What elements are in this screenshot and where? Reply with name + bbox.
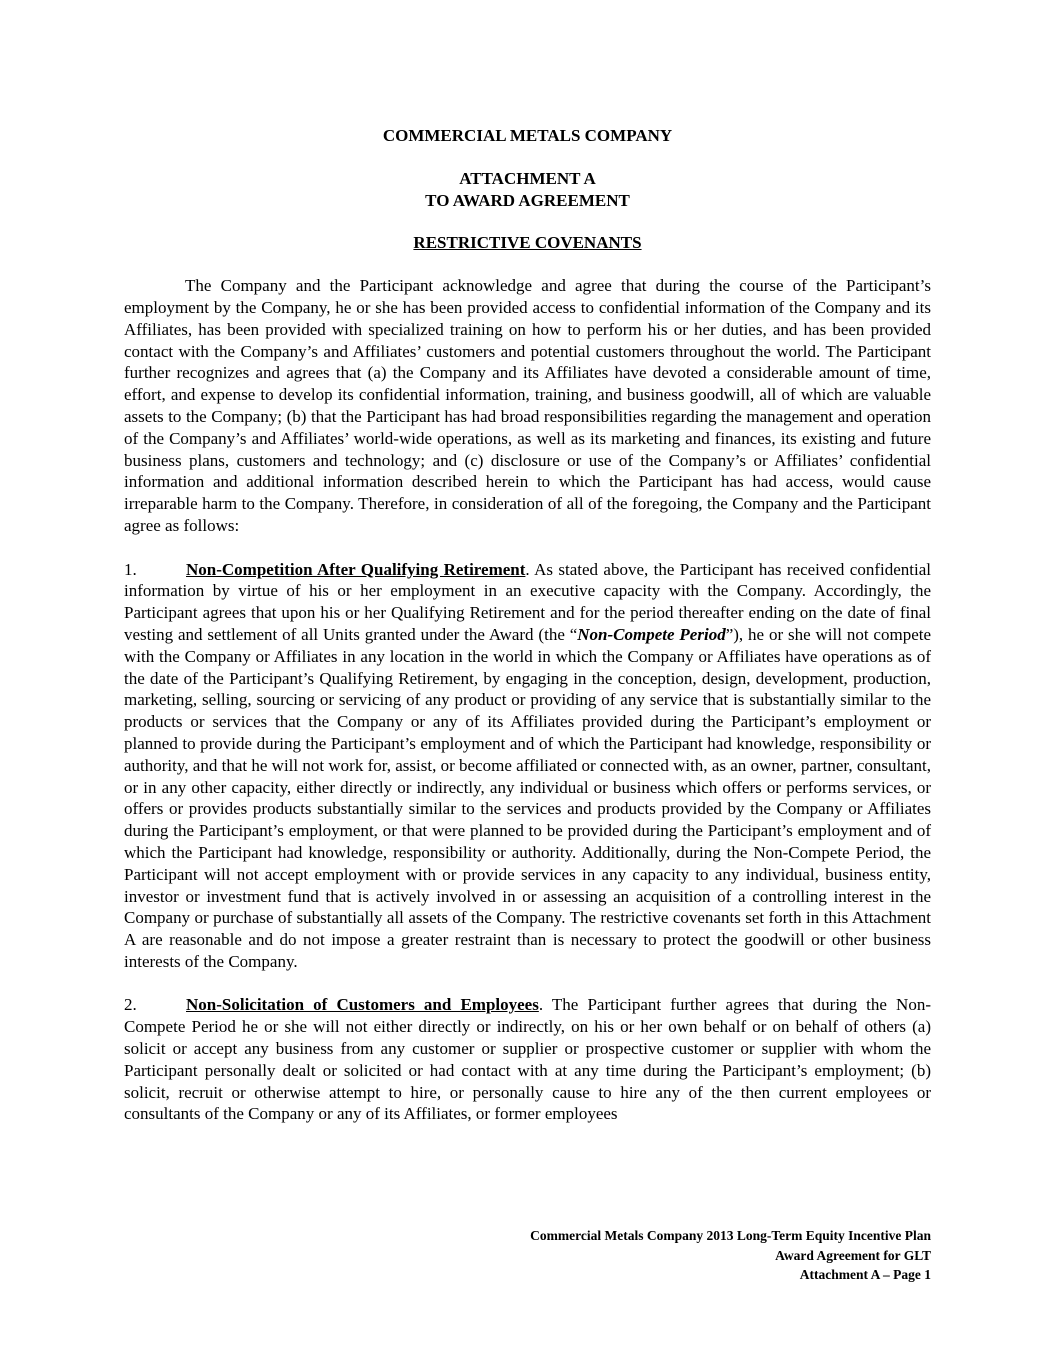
footer-page-number: Attachment A – Page 1 xyxy=(799,1267,931,1282)
company-heading: COMMERCIAL METALS COMPANY xyxy=(382,126,673,145)
section-1-text-a: . As stated above, the Participant has received confidential information by virtue of his or her employment in an executive capacity with the Company. Accordingly, the Participant agrees that upon his or her Qualifying Retirement and for the period thereafter ending on the date of final vesting and settlement of all Units granted under the Award (the “ xyxy=(124,559,931,644)
footer-plan-name: Commercial Metals Company 2013 Long-Term Equity Incentive Plan xyxy=(530,1228,931,1243)
section-2-heading: Non-Solicitation of Customers and Employees xyxy=(186,995,539,1015)
defined-term-non-compete-period: Non-Compete Period xyxy=(577,624,726,644)
attachment-heading-line1: ATTACHMENT A xyxy=(459,168,596,188)
document-page xyxy=(124,125,931,1147)
section-1-number: 1. xyxy=(124,559,137,579)
section-1-heading: Non-Competition After Qualifying Retirement xyxy=(186,559,526,579)
section-2-paragraph xyxy=(124,994,931,1125)
page-footer xyxy=(530,1226,931,1285)
section-2-number: 2. xyxy=(124,995,137,1015)
section-2-text: . The Participant further agrees that during the Non-Compete Period he or she will not either directly or indirectly, on his or her own behalf or on behalf of others (a) solicit or accept any business from any customer or supplier or prospective customer or supplier with whom the Participant personally dealt or solicited or had contact with at any time during the Participant’s employment; (b) solicit, recruit or otherwise attempt to hire, or personally cause to hire any of the then current employees or consultants of the Company or any of its Affiliates, or former employees xyxy=(124,995,931,1124)
section-1-paragraph xyxy=(124,559,931,973)
intro-paragraph: The Company and the Participant acknowledge and agree that during the course of the Participant’s employment by the Company, he or she has been provided access to confidential information of the Company and its Affiliates, has been provided with specialized training on how to perform his or her duties, and has been provided contact with the Company’s and Affiliates’ customers and potential customers throughout the world. The Participant further recognizes and agrees that (a) the Company and its Affiliates have devoted a considerable amount of time, effort, and expense to develop its confidential information, training, and business goodwill, all of which are valuable assets to the Company; (b) that the Participant has had broad responsibilities regarding the management and operation of the Company’s and Affiliates’ world-wide operations, as well as its marketing and finances, its existing and future business plans, customers and technology; and (c) disclosure or use of the Company’s or Affiliates’ confidential information and additional information described herein to which the Participant has had access, would cause irreparable harm to the Company. Therefore, in consideration of all of the foregoing, the Company and the Participant agree as follows: xyxy=(124,276,931,535)
document-title: RESTRICTIVE COVENANTS xyxy=(413,233,642,253)
section-1-text-b: ”), he or she will not compete with the Company or Affiliates in any location in the world in which the Company or Affiliates have operations as of the date of the Participant’s Qualifying Retirement, by engaging in the conception, design, development, production, marketing, selling, sourcing or servicing of any product or providing of any service that is substantially similar to the products or services that the Company or any of its Affiliates provided during the Participant’s employment or planned to provide during the Participant’s employment and of which the Participant had knowledge, responsibility or authority, and that he will not work for, assist, or become affiliated or connected with, as an owner, partner, consultant, or in any other capacity, either directly or indirectly, any individual or business which offers or performs services, or offers or provides products substantially similar to the services and products provided by the Company or Affiliates during the Participant’s employment, or that were planned to be provided during the Participant’s employment and of which the Participant had knowledge, responsibility or authority. Additionally, during the Non-Compete Period, the Participant will not accept employment with or provide services in any capacity to any individual, business entity, investor or investment fund that is actively involved in or assessing an acquisition of a controlling interest in the Company or purchase of substantially all assets of the Company. The restrictive covenants set forth in this Attachment A are reasonable and do not impose a greater restraint than is necessary to protect the goodwill or other business interests of the Company. xyxy=(124,624,932,971)
footer-agreement-name: Award Agreement for GLT xyxy=(775,1247,931,1263)
attachment-heading-line2: TO AWARD AGREEMENT xyxy=(425,190,630,210)
